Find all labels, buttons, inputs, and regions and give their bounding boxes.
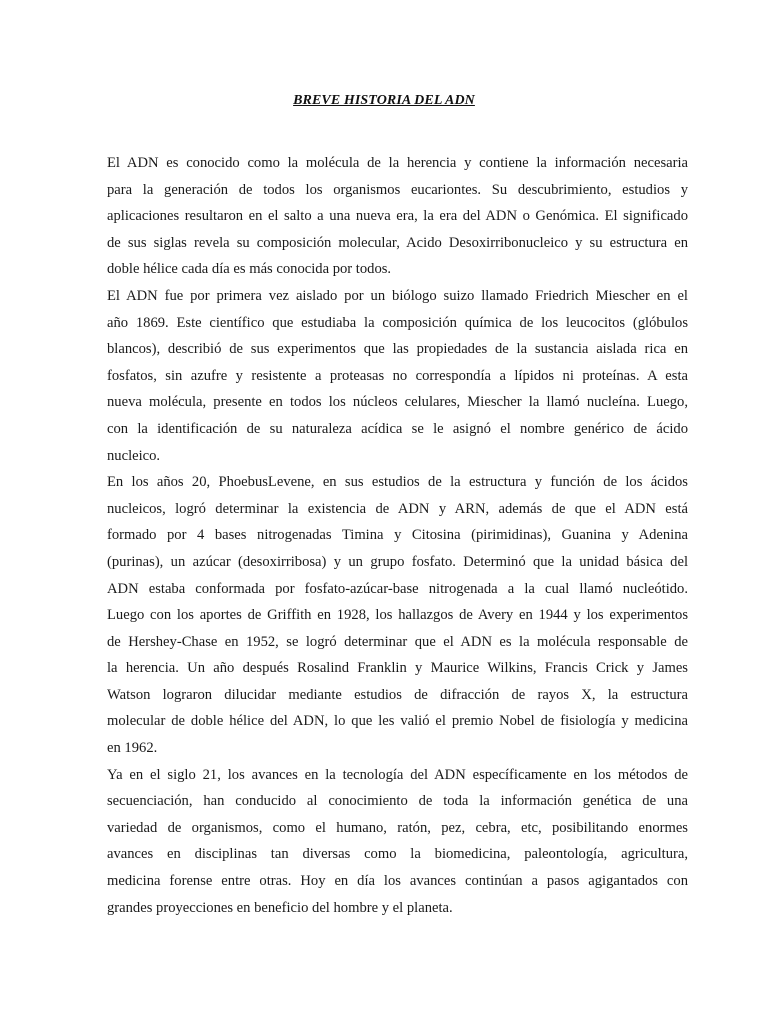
text-line: en 1962. xyxy=(107,740,158,757)
text-line: la herencia. Un año después Rosalind Franklin y Maurice Wilkins, Francis Crick y James xyxy=(107,660,688,677)
text-line: formado por 4 bases nitrogenadas Timina y Citosina (pirimidinas), Guanina y Adenina xyxy=(107,527,688,544)
document-title: BREVE HISTORIA DEL ADN xyxy=(293,93,475,108)
text-line: ADN estaba conformada por fosfato-azúcar-base nitrogenada a la cual llamó nucleótido. xyxy=(107,580,688,597)
document-body xyxy=(107,150,688,921)
text-line: medicina forense entre otras. Hoy en día los avances continúan a pasos agigantados con xyxy=(107,873,688,890)
text-line: variedad de organismos, como el humano, ratón, pez, cebra, etc, posibilitando enormes xyxy=(107,819,688,836)
text-line: año 1869. Este científico que estudiaba la composición química de los leucocitos (glóbulos xyxy=(107,314,688,331)
text-line: con la identificación de su naturaleza acídica se le asignó el nombre genérico de ácido xyxy=(107,420,688,437)
text-line: de Hershey-Chase en 1952, se logró determinar que el ADN es la molécula responsable de xyxy=(107,633,688,650)
text-line: nueva molécula, presente en todos los núcleos celulares, Miescher la llamó nucleína. Luego, xyxy=(107,394,688,411)
text-line: nucleicos, logró determinar la existencia de ADN y ARN, además de que el ADN está xyxy=(107,500,688,517)
text-line: para la generación de todos los organismos eucariontes. Su descubrimiento, estudios y xyxy=(107,181,688,198)
text-line: nucleico. xyxy=(107,447,161,464)
text-line: blancos), describió de sus experimentos que las propiedades de la sustancia aislada rica en xyxy=(107,341,688,358)
text-line: (purinas), un azúcar (desoxirribosa) y un grupo fosfato. Determinó que la unidad básica del xyxy=(107,553,688,570)
text-line: avances en disciplinas tan diversas como la biomedicina, paleontología, agricultura, xyxy=(107,846,688,863)
text-line: grandes proyecciones en beneficio del hombre y el planeta. xyxy=(107,899,453,916)
text-line: Luego con los aportes de Griffith en 1928, los hallazgos de Avery en 1944 y los experimentos xyxy=(107,607,688,624)
text-line: aplicaciones resultaron en el salto a una nueva era, la era del ADN o Genómica. El significado xyxy=(107,208,688,225)
text-line: Ya en el siglo 21, los avances en la tecnología del ADN específicamente en los métodos de xyxy=(107,766,688,783)
text-line: Watson lograron dilucidar mediante estudios de difracción de rayos X, la estructura xyxy=(107,686,688,703)
text-line: El ADN es conocido como la molécula de la herencia y contiene la información necesaria xyxy=(107,155,688,171)
text-line: molecular de doble hélice del ADN, lo que les valió el premio Nobel de fisiología y medicina xyxy=(107,713,688,730)
text-line: de sus siglas revela su composición molecular, Acido Desoxirribonucleico y su estructura en xyxy=(107,234,688,251)
text-line: En los años 20, PhoebusLevene, en sus estudios de la estructura y función de los ácidos xyxy=(107,474,688,491)
text-line: fosfatos, sin azufre y resistente a proteasas no correspondía a lípidos ni proteínas. A esta xyxy=(107,367,688,384)
text-line: El ADN fue por primera vez aislado por un biólogo suizo llamado Friedrich Miescher en el xyxy=(107,287,688,304)
text-line: secuenciación, han conducido al conocimiento de toda la información genética de una xyxy=(107,793,688,810)
text-line: doble hélice cada día es más conocida por todos. xyxy=(107,261,392,278)
